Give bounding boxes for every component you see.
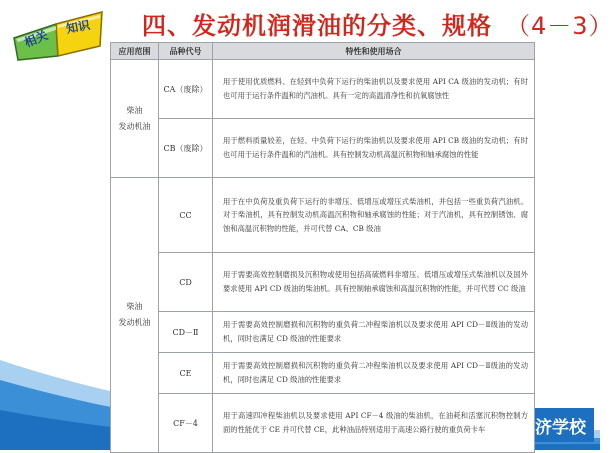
table-row: [111, 178, 535, 253]
scope-line: 发动机油: [118, 121, 151, 131]
description-cell: 用于需要高效控制磨损及沉积物或使用包括高硫燃料非增压、低增压或增压式柴油机以及国外要求使用 API CD 级油的柴油机。具有控制轴承腐蚀和高温沉积物的性能，并可代替 CC 级油: [213, 253, 535, 312]
table-row: [111, 253, 535, 312]
table-row: [111, 394, 535, 453]
page-title-text: 四、发动机润滑油的分类、规格: [142, 12, 492, 40]
description-cell: 用于燃料质量较差，在轻、中负荷下运行的柴油机以及要求使用 API CB 级油的发动机；有时也可用于运行条件温和的汽油机。具有控制发动机高温沉积物和轴承腐蚀的性能: [213, 119, 535, 178]
scope-line: 柴油: [126, 105, 143, 115]
page-title: [142, 6, 614, 41]
code-cell: CC: [159, 178, 213, 253]
school-name-fragment: 济学校: [504, 408, 594, 442]
column-header-description: 特性和使用场合: [213, 43, 535, 60]
table-row: [111, 353, 535, 394]
badge-tag-knowledge: 知识: [65, 18, 92, 36]
scope-line: 柴油: [126, 302, 143, 311]
scope-cell: [111, 178, 159, 453]
oil-classification-table: [110, 42, 534, 453]
column-header-code: 品种代号: [159, 43, 213, 60]
code-cell: CF－4: [159, 394, 213, 453]
description-cell: 用于需要高效控制磨损和沉积物的重负荷二冲程柴油机以及要求使用 API CD－Ⅱ级油的发动机，同时也满足 CD 级油的性能要求: [213, 312, 535, 353]
description-cell: 用于使用优质燃料、在轻到中负荷下运行的柴油机以及要求使用 API CA 级油的发动机；有时也可用于运行条件温和的汽油机。具有一定的高温清净性和抗氧腐蚀性: [213, 60, 535, 119]
code-cell: CD: [159, 253, 213, 312]
scope-line: 发动机油: [118, 318, 151, 327]
table-row: [111, 312, 535, 353]
description-cell: 用于高速四冲程柴油机以及要求使用 API CF－4 级油的柴油机，在油耗和活塞沉积物控制方面的性能优于 CE 并可代替 CE，此种油品特别适用于高速公路行驶的重负荷卡车: [213, 394, 535, 453]
code-cell: CD－Ⅱ: [159, 312, 213, 353]
description-cell: 用于在中负荷及重负荷下运行的非增压、低增压或增压式柴油机，并包括一些重负荷汽油机。对于柴油机，具有控制发动机高温沉积物和轴承腐蚀的性能；对于汽油机，具有控制锈蚀、腐蚀和高温沉积物的性能，并可代替 CA、CB 级油: [213, 178, 535, 253]
table-header-row: [111, 43, 535, 60]
code-cell: CA（废除）: [159, 60, 213, 119]
description-cell: 用于需要高效控制磨损和沉积物的重负荷二冲程柴油机以及要求使用 API CD－Ⅱ级油的发动机，同时也满足 CD 级油的性能要求: [213, 353, 535, 394]
table-row: [111, 60, 535, 119]
related-knowledge-badge: [10, 6, 108, 62]
table-row: [111, 119, 535, 178]
code-cell: CE: [159, 353, 213, 394]
badge-tag-related: 相关: [22, 27, 50, 50]
column-header-scope: 应用范围: [111, 43, 159, 60]
page-title-suffix: （4－3）: [506, 12, 614, 40]
scope-cell: [111, 60, 159, 178]
code-cell: CB（废除）: [159, 119, 213, 178]
